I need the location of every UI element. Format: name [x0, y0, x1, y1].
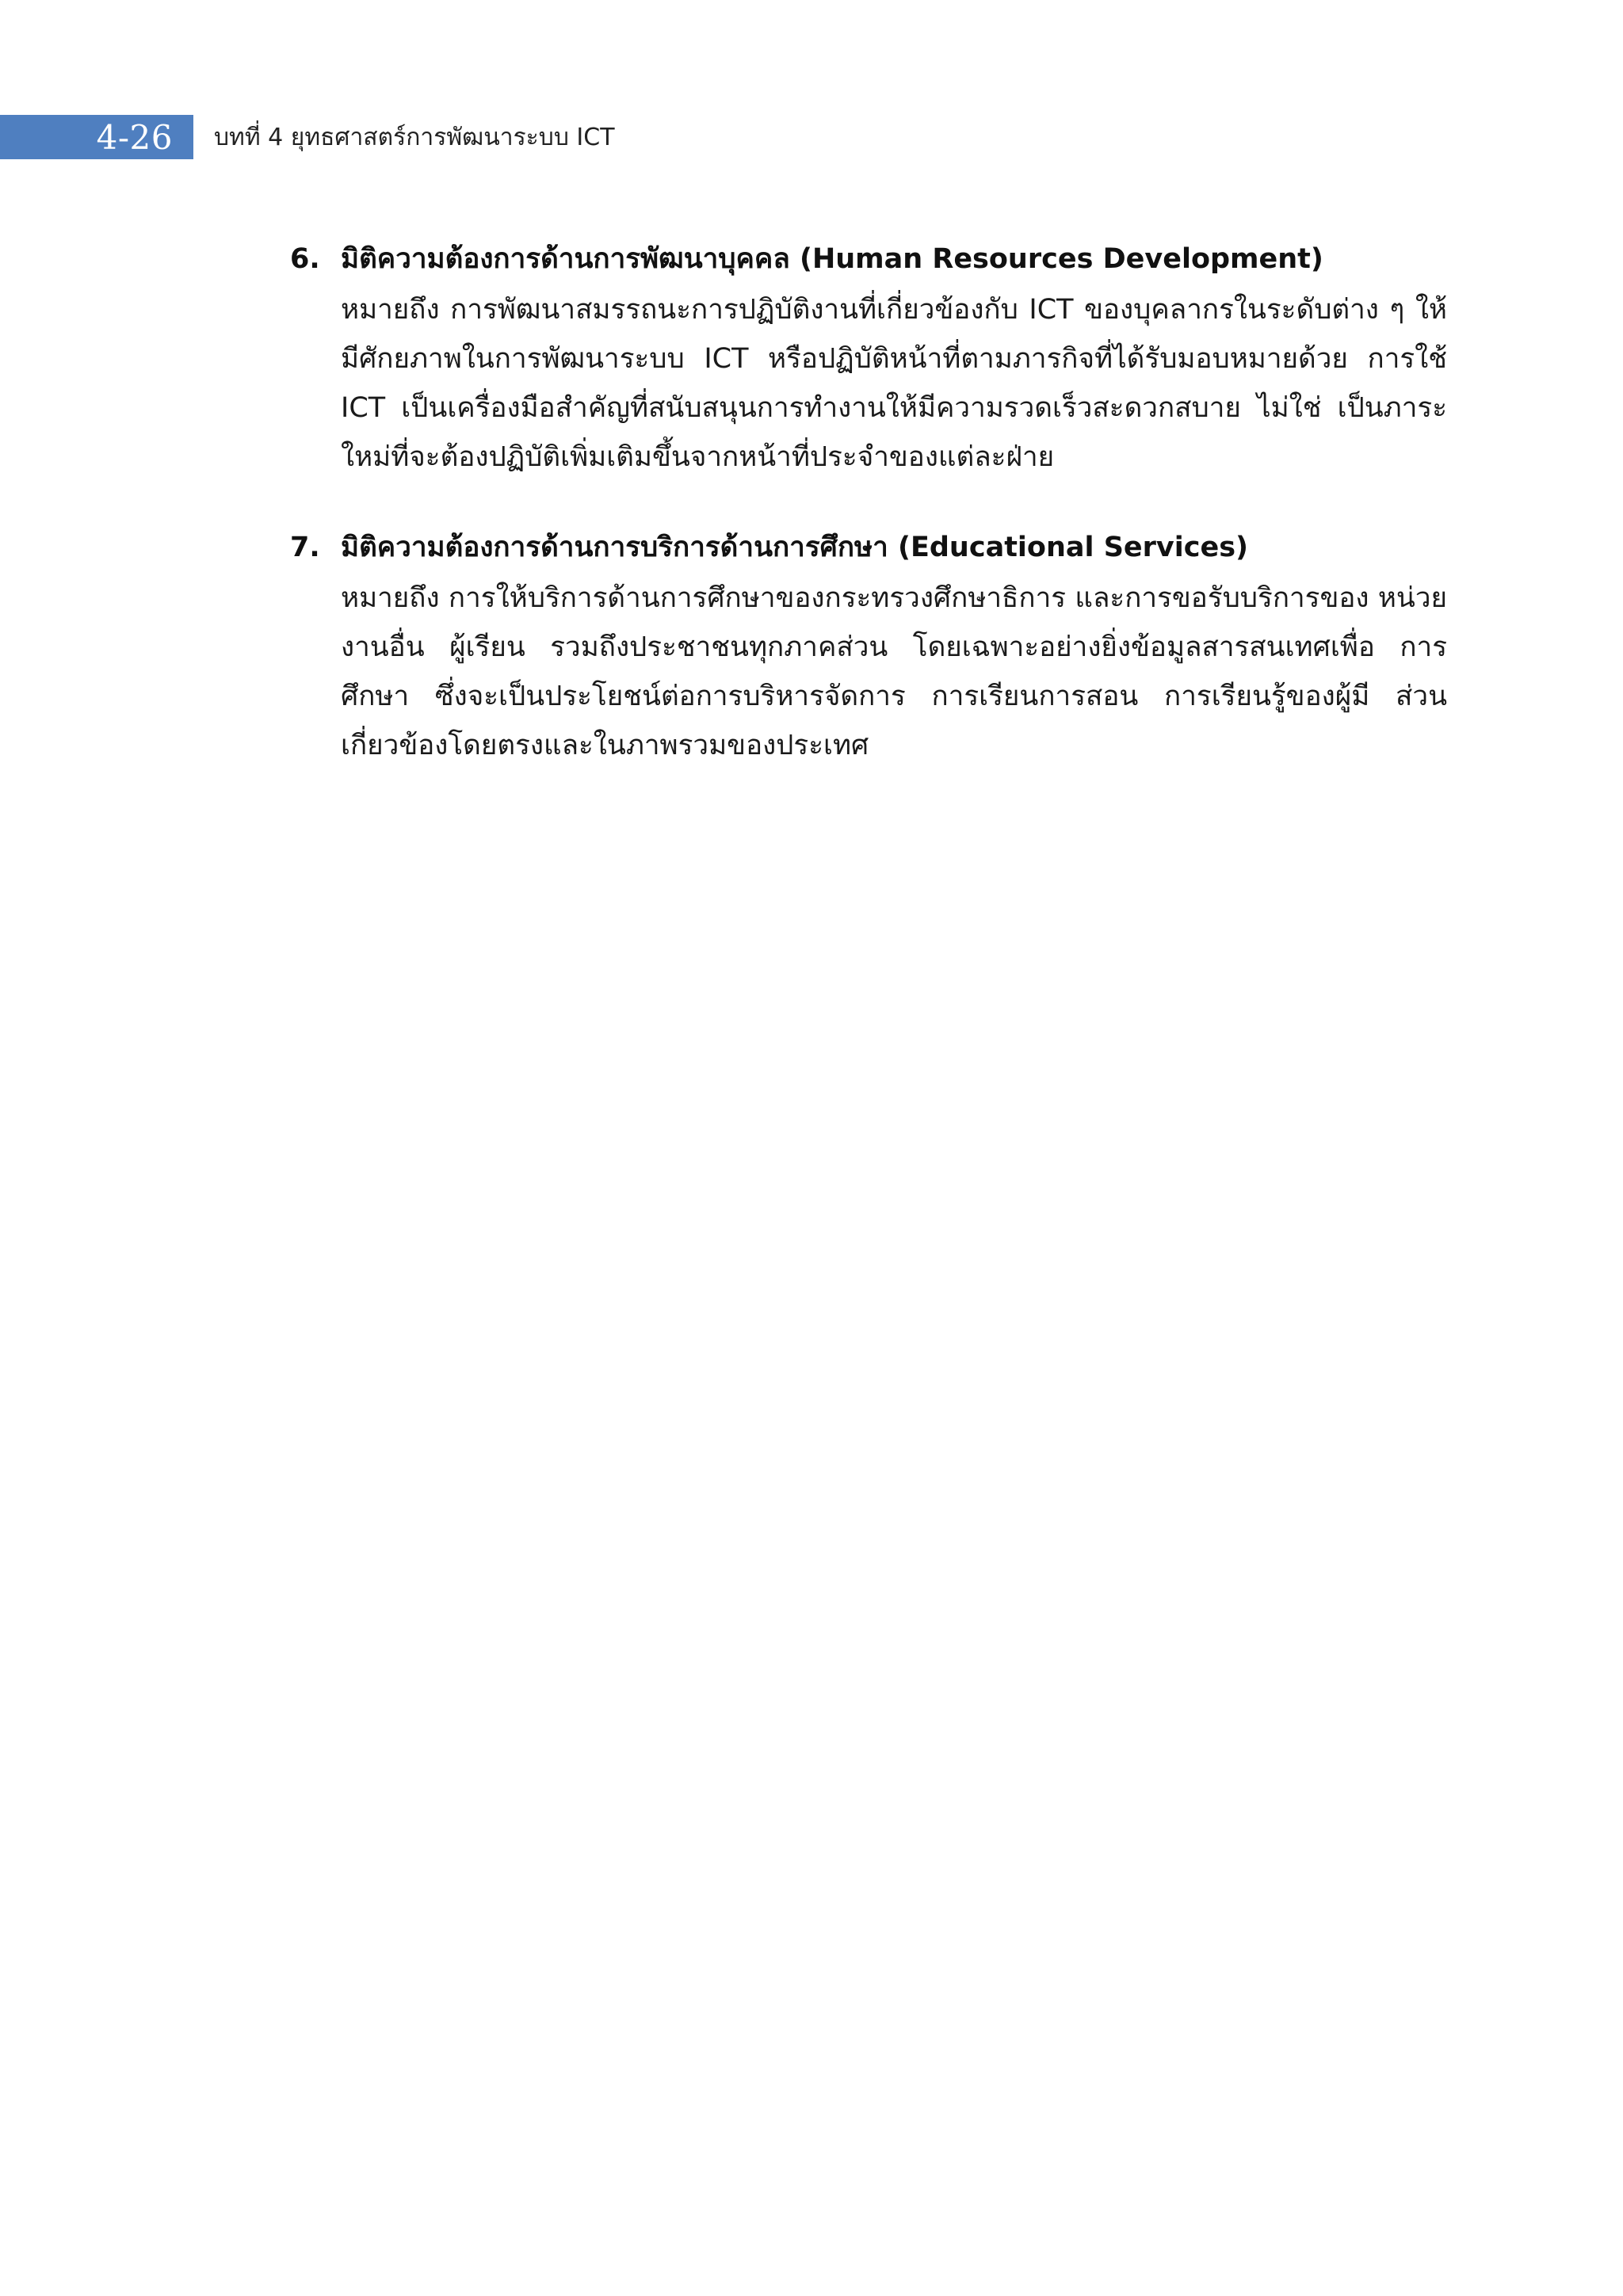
section-heading: [290, 238, 1447, 280]
section-body: หมายถึง การพัฒนาสมรรถนะการปฏิบัติงานที่เกี่ยวข้องกับ ICT ของบุคลากรในระดับต่าง ๆ ให้มีศักยภาพในการพัฒนาระบบ ICT หรือปฏิบัติหน้าที่ตามภารกิจที่ได้รับมอบหมายด้วย การใช้ ICT เป็นเครื่องมือสำคัญที่สนับสนุนการทำงานให้มีความรวดเร็วสะดวกสบาย ไม่ใช่ เป็นภาระใหม่ที่จะต้องปฏิบัติเพิ่มเติมขึ้นจากหน้าที่ประจำของแต่ละฝ่าย: [341, 294, 1447, 473]
chapter-title: บทที่ 4 ยุทธศาสตร์การพัฒนาระบบ ICT: [214, 123, 615, 151]
section-human-resources: [290, 238, 1447, 482]
page-number: 4-26: [96, 117, 173, 157]
section-heading: [290, 526, 1447, 569]
section-body: หมายถึง การให้บริการด้านการศึกษาของกระทรวงศึกษาธิการ และการขอรับบริการของ หน่วยงานอื่น ผู้เรียน รวมถึงประชาชนทุกภาคส่วน โดยเฉพาะอย่างยิ่งข้อมูลสารสนเทศเพื่อ การศึกษา ซึ่งจะเป็นประโยชน์ต่อการบริหารจัดการ การเรียนการสอน การเรียนรู้ของผู้มี ส่วนเกี่ยวข้องโดยตรงและในภาพรวมของประเทศ: [341, 582, 1447, 761]
section-number: 7.: [290, 532, 320, 563]
page-header: [0, 115, 615, 159]
page-number-badge: [0, 115, 193, 159]
section-title: มิติความต้องการด้านการบริการด้านการศึกษา (Educational Services): [341, 532, 1249, 563]
section-title: มิติความต้องการด้านการพัฒนาบุคคล (Human Resources Development): [341, 243, 1323, 275]
document-content: [290, 238, 1447, 814]
section-number: 6.: [290, 243, 320, 275]
section-educational-services: [290, 526, 1447, 770]
